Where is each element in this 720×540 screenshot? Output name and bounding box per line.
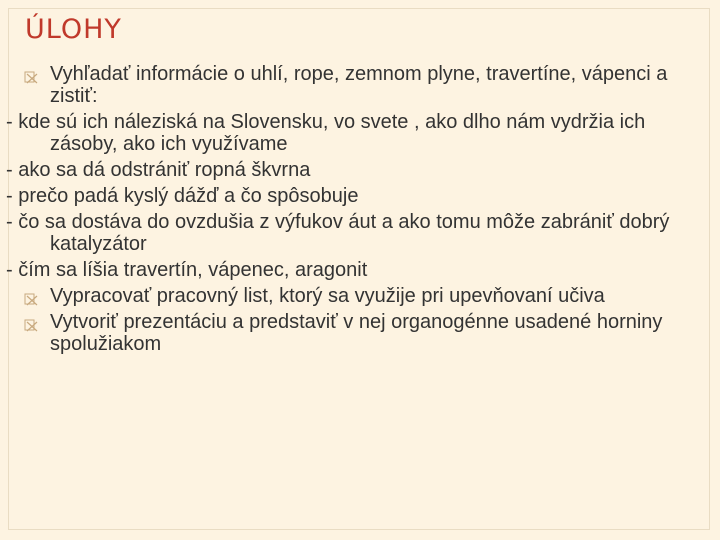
bullet-text: Vytvoriť prezentáciu a predstaviť v nej organogénne usadené horniny spolužiakom xyxy=(50,311,663,355)
dash-item: - kde sú ich náleziská na Slovensku, vo svete , ako dlho nám vydržia ich zásoby, ako ich využívame xyxy=(6,111,646,155)
bullet-text: Vypracovať pracovný list, ktorý sa využije pri upevňovaní učiva xyxy=(50,285,605,307)
checkbox-cross-icon xyxy=(23,68,39,84)
slide-title: ÚLOHY xyxy=(25,14,122,45)
dash-item: - čím sa líšia travertín, vápenec, aragonit xyxy=(6,259,368,281)
bullet-item xyxy=(0,285,685,307)
bullet-text: Vyhľadať informácie o uhlí, rope, zemnom plyne, travertíne, vápenci a zistiť: xyxy=(50,63,668,107)
checkbox-cross-icon xyxy=(23,316,39,332)
checkbox-cross-icon xyxy=(23,290,39,306)
dash-item: - čo sa dostáva do ovzdušia z výfukov áut a ako tomu môže zabrániť dobrý katalyzátor xyxy=(6,211,670,255)
bullet-item xyxy=(0,311,685,355)
dash-item: - prečo padá kyslý dážď a čo spôsobuje xyxy=(6,185,359,207)
dash-item: - ako sa dá odstrániť ropná škvrna xyxy=(6,159,311,181)
bullet-item xyxy=(0,63,685,107)
slide-content xyxy=(0,63,720,359)
